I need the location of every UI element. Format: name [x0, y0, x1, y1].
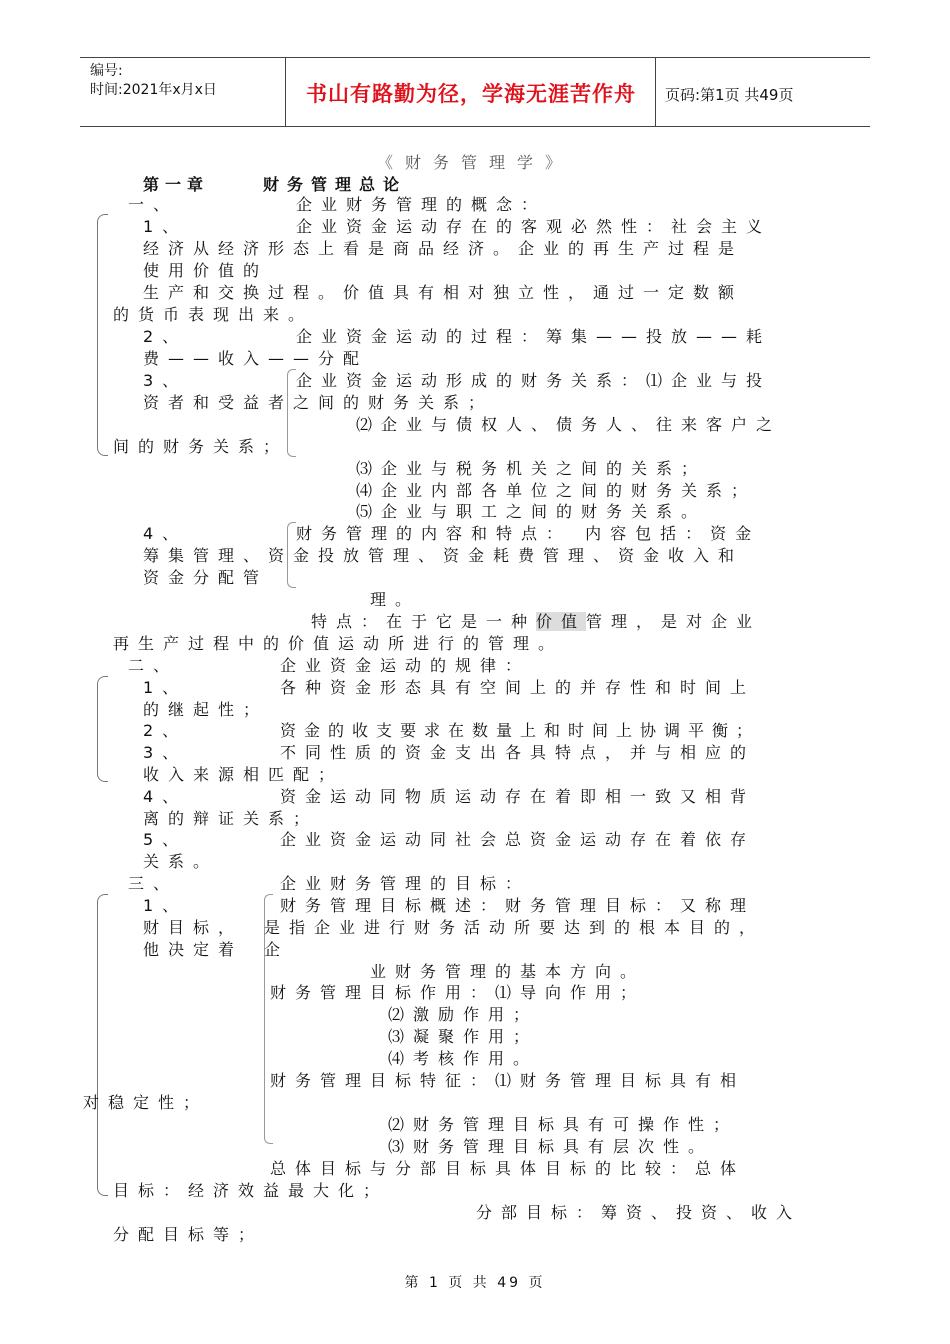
paragraph-line: 企业资金运动同社会总资金运动存在着依存	[280, 830, 756, 849]
paragraph-line: 是指企业进行财务活动所要达到的根本目的，	[264, 918, 765, 937]
paragraph-line: 理。	[370, 590, 421, 609]
page-footer: 第 1 页 共 49 页	[404, 1275, 546, 1291]
section-number: 三、	[128, 874, 179, 893]
paragraph-line: 财目标，	[143, 918, 244, 937]
header-page-info: 页码:第1页 共49页	[665, 86, 794, 104]
section-number: 一、	[128, 195, 179, 214]
paragraph-line: 企业资金运动存在的客观必然性：社会主义	[296, 217, 772, 236]
paragraph-line: 企业资金运动的过程：筹集——投放——耗	[296, 327, 772, 346]
paragraph-line: 财务管理目标特征：⑴财务管理目标具有相	[270, 1071, 746, 1090]
paragraph-line: 离的辩证关系；	[143, 809, 319, 828]
section-title: 企业资金运动的规律：	[280, 656, 531, 675]
paragraph-line: 财务管理目标作用：⑴导向作用；	[270, 983, 646, 1002]
paragraph-segment: 特点：在于它是一种	[311, 612, 537, 631]
paragraph-line: 再生产过程中的价值运动所进行的管理。	[113, 634, 564, 653]
paragraph-line: ⑵激励作用；	[388, 1005, 539, 1024]
section-number: 二、	[128, 656, 179, 675]
paragraph-line: 的继起性；	[143, 700, 269, 719]
document-title: 《财务管理学》	[376, 153, 573, 172]
paragraph-line: 筹集管理、资金投放管理、资金耗费管理、资金收入和	[143, 546, 744, 565]
paragraph-line: 收入来源相匹配；	[143, 765, 344, 784]
paragraph-line: ⑷企业内部各单位之间的财务关系；	[356, 481, 757, 500]
page-header	[80, 57, 870, 127]
paragraph-line: 财务管理目标概述：财务管理目标：又称理	[280, 896, 756, 915]
paragraph-line: 生产和交换过程。价值具有相对独立性，通过一定数额	[143, 283, 744, 302]
left-brace	[97, 214, 108, 456]
paragraph-line: 总体目标与分部目标具体目标的比较：总体	[270, 1159, 746, 1178]
paragraph-line: 分部目标：筹资、投资、收入	[476, 1203, 802, 1222]
paragraph-line: 间的财务关系；	[113, 437, 289, 456]
paragraph-segment: 管理，是对企业	[586, 612, 762, 631]
inner-brace	[287, 369, 296, 457]
item-number: 3、	[143, 743, 188, 762]
paragraph-line: 资金分配管	[143, 568, 269, 587]
paragraph-line: ⑶凝聚作用；	[388, 1027, 539, 1046]
paragraph-line: 资者和受益者之间的财务关系；	[143, 393, 494, 412]
number-label: 编号:	[90, 63, 123, 79]
paragraph-line: 各种资金形态具有空间上的并存性和时间上	[280, 678, 756, 697]
item-number: 1、	[143, 217, 188, 236]
paragraph-line: 资金运动同物质运动存在着即相一致又相背	[280, 787, 756, 806]
item-number: 1、	[143, 678, 188, 697]
item-number: 2、	[143, 721, 188, 740]
paragraph-line: 业财务管理的基本方向。	[370, 962, 646, 981]
section-title: 企业财务管理的概念：	[296, 195, 547, 214]
paragraph-line: 关系。	[143, 852, 219, 871]
header-meta	[90, 62, 217, 100]
paragraph-line: 企	[264, 940, 290, 959]
paragraph-line: 经济从经济形态上看是商品经济。企业的再生产过程是	[143, 239, 744, 258]
paragraph-line: ⑵企业与债权人、债务人、往来客户之	[356, 415, 782, 434]
paragraph-line	[311, 612, 761, 632]
paragraph-line: 分配目标等；	[113, 1225, 264, 1244]
paragraph-line: 的货币表现出来。	[113, 305, 314, 324]
paragraph-line: 不同性质的资金支出各具特点，并与相应的	[280, 743, 756, 762]
paragraph-line: 企业资金运动形成的财务关系：⑴企业与投	[296, 371, 772, 390]
paragraph-line: 费——收入——分配	[143, 349, 369, 368]
paragraph-line: 他决定着	[143, 940, 244, 959]
item-number: 1、	[143, 896, 188, 915]
header-divider	[655, 58, 656, 126]
section-title: 企业财务管理的目标：	[280, 874, 531, 893]
paragraph-line: ⑵财务管理目标具有可操作性；	[388, 1115, 739, 1134]
chapter-number: 第一章	[143, 175, 210, 194]
paragraph-line: ⑶企业与税务机关之间的关系；	[356, 459, 707, 478]
paragraph-line: ⑶财务管理目标具有层次性。	[388, 1137, 714, 1156]
paragraph-line: 资金的收支要求在数量上和时间上协调平衡；	[280, 721, 761, 740]
paragraph-line: ⑸企业与职工之间的财务关系。	[356, 502, 707, 521]
left-brace	[97, 894, 108, 1196]
left-brace	[97, 676, 108, 782]
item-number: 4、	[143, 524, 188, 543]
item-number: 2、	[143, 327, 188, 346]
paragraph-line: 使用价值的	[143, 261, 269, 280]
item-number: 5、	[143, 830, 188, 849]
item-number: 3、	[143, 371, 188, 390]
chapter-title: 财务管理总论	[263, 175, 408, 194]
paragraph-line: 对稳定性；	[83, 1093, 209, 1112]
header-motto: 书山有路勤为径，学海无涯苦作舟	[306, 82, 636, 106]
paragraph-line: 目标：经济效益最大化；	[113, 1181, 389, 1200]
paragraph-line: ⑷考核作用。	[388, 1049, 539, 1068]
highlighted-term: 价值	[536, 612, 587, 631]
paragraph-line: 财务管理的内容和特点： 内容包括：资金	[296, 524, 761, 543]
item-number: 4、	[143, 787, 188, 806]
time-label: 时间:2021年x月x日	[90, 82, 217, 98]
